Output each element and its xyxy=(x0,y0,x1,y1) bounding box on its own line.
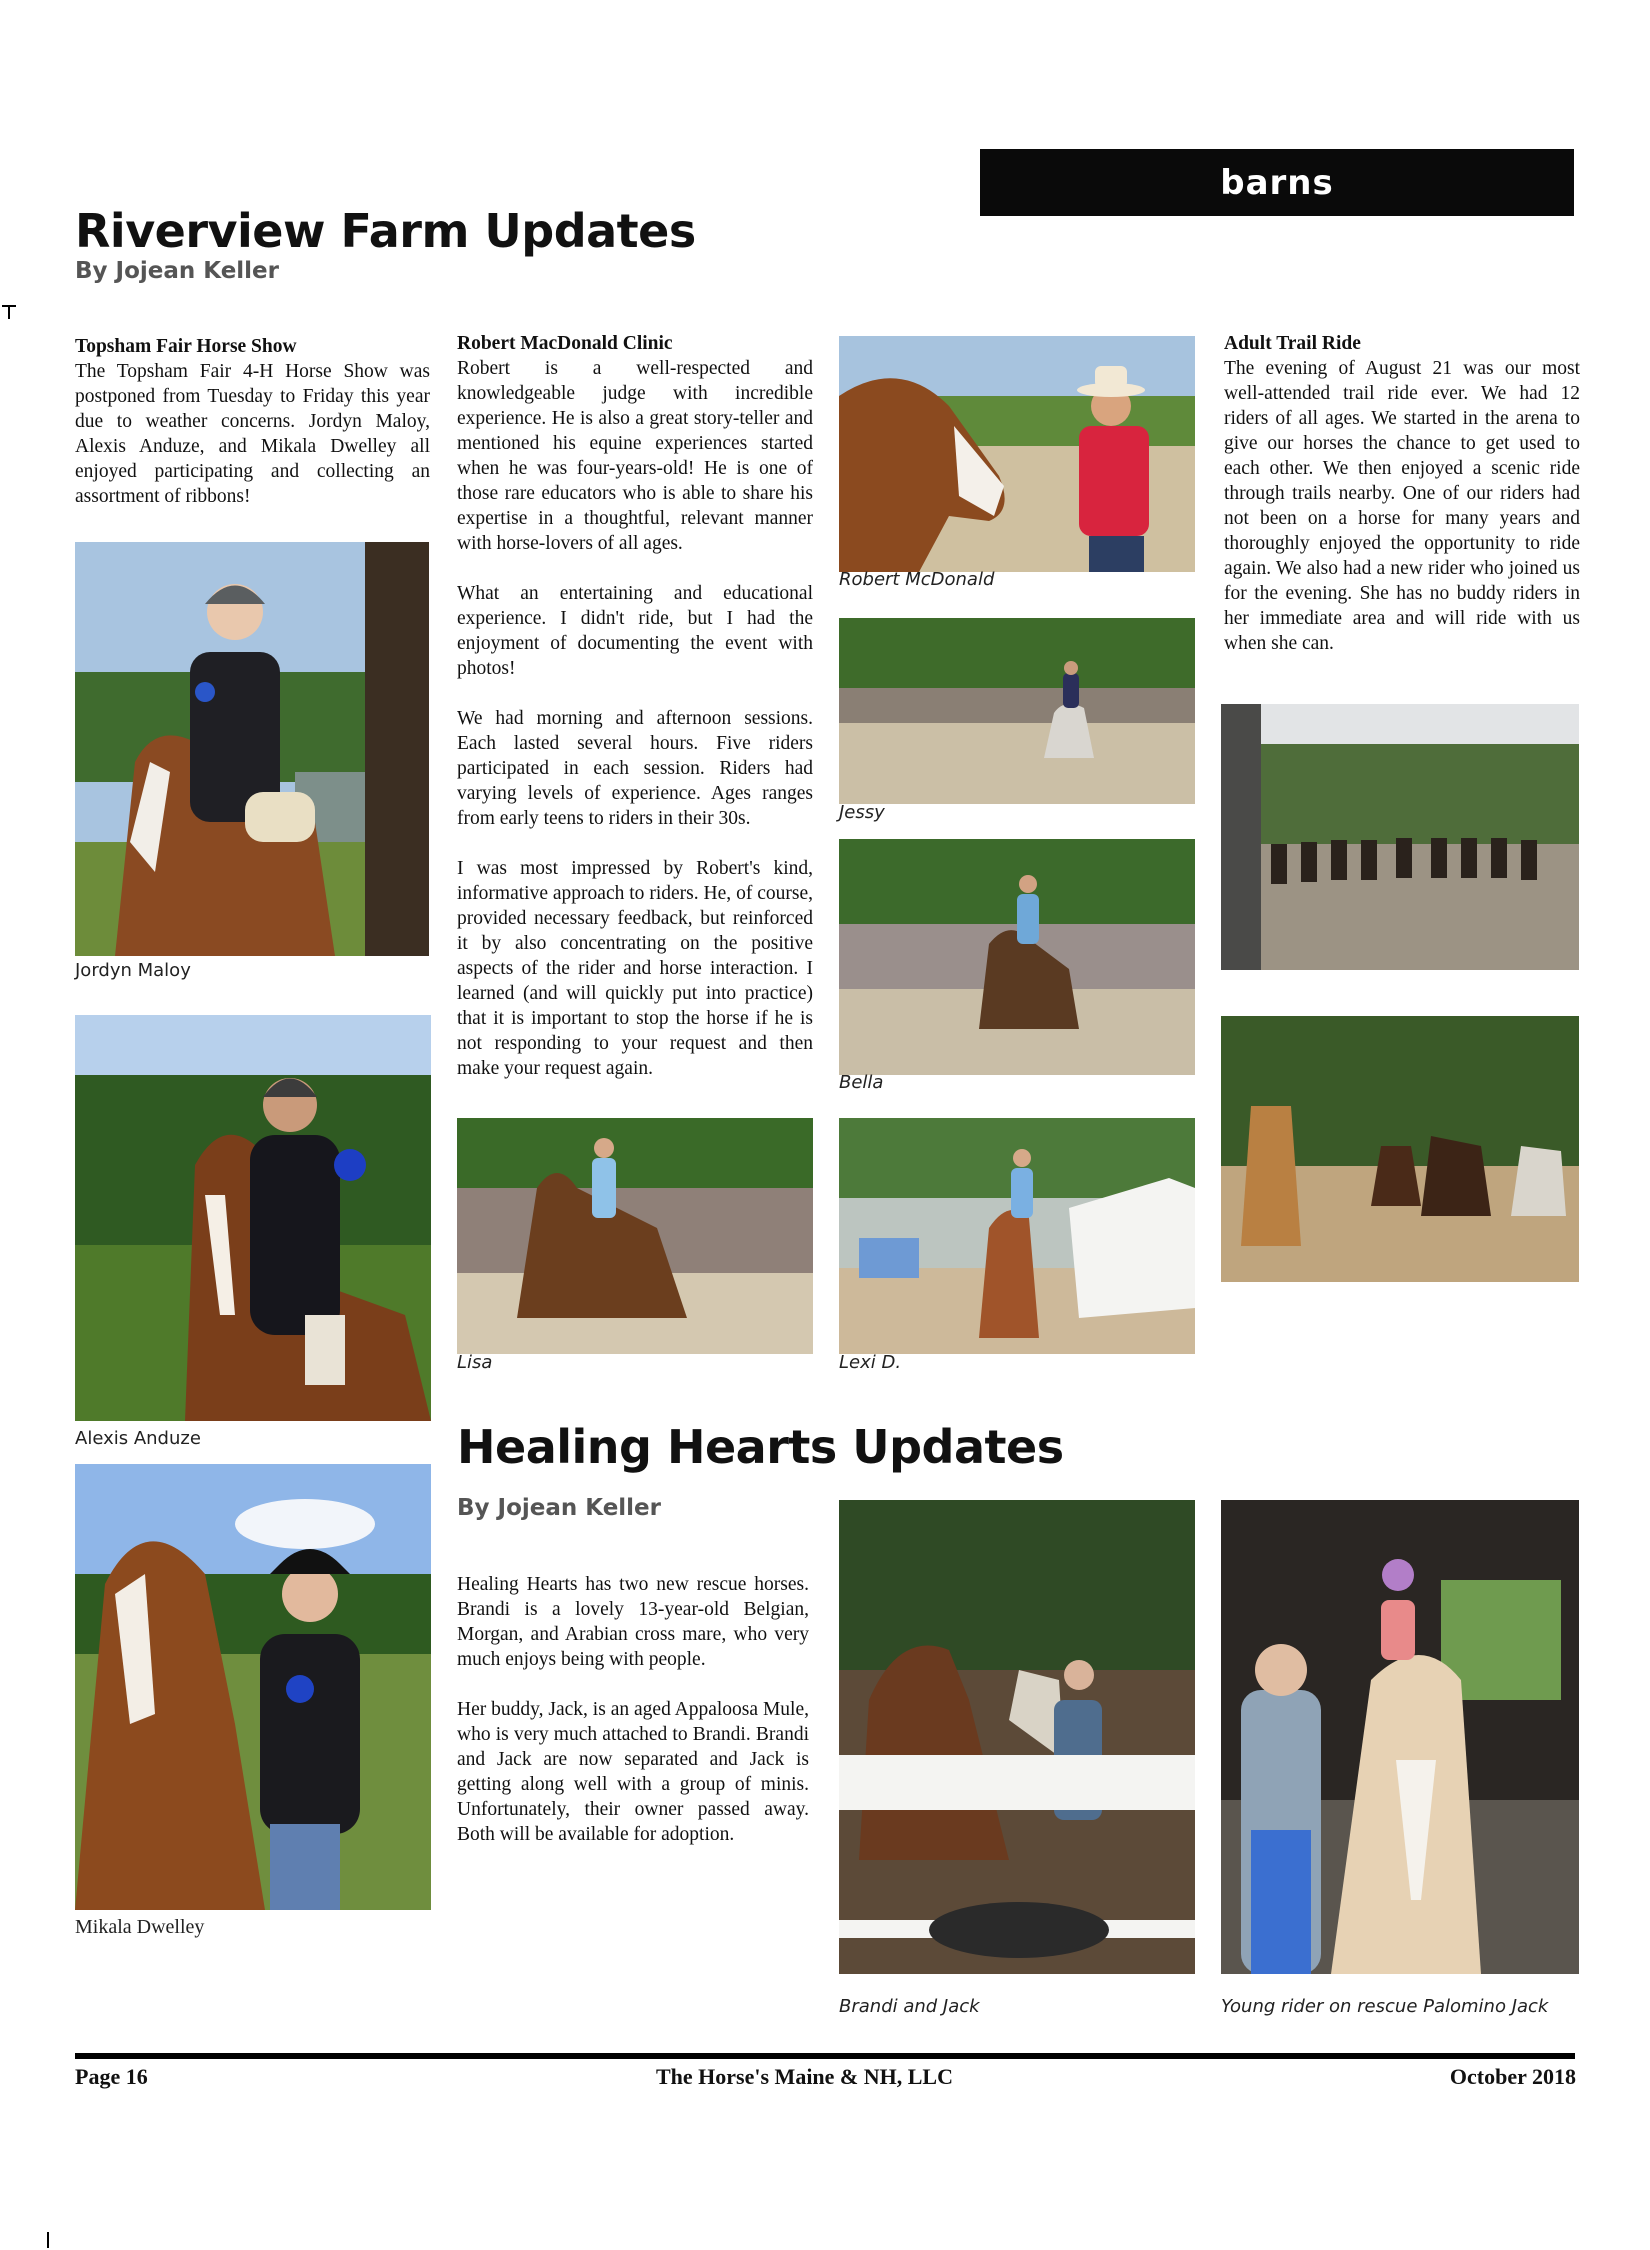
trail-text: The evening of August 21 was our most well-attended trail ride ever. We had 12 riders of all ages. We started in the arena to give our horses the chance to get used to each other. We then enjoyed a scenic ride through trails nearby. One of our riders had not been on a horse for many years and thoroughly enjoyed the opportunity to ride again. We also had a new rider who joined us for the evening. She has no buddy riders in her immediate area and will ride with us when she can. xyxy=(1224,358,1580,654)
photo-jessy xyxy=(839,618,1195,804)
photo-mikala-dwelley xyxy=(75,1464,431,1910)
footer-rule xyxy=(75,2053,1575,2059)
topsham-text: The Topsham Fair 4-H Horse Show was postponed from Tuesday to Friday this year due to weather concerns. Jordyn Maloy, Alexis Anduze, and Mikala Dwelley all enjoyed participating and collecting an assortment of ribbons! xyxy=(75,361,430,507)
article-byline: By Jojean Keller xyxy=(75,258,280,284)
caption-brandi: Brandi and Jack xyxy=(839,1996,980,2017)
photo-bella xyxy=(839,839,1195,1075)
photo-alexis-anduze xyxy=(75,1015,431,1421)
clinic-heading: Robert MacDonald Clinic xyxy=(457,333,673,354)
caption-young-rider: Young rider on rescue Palomino Jack xyxy=(1221,1996,1549,2017)
healing-paragraph-2: Her buddy, Jack, is an aged Appaloosa Mule, who is very much attached to Brandi. Brandi and Jack are now separated and Jack is getting along well with a group of minis. Unfortunately, their owner passed away. Both will be available for adoption. xyxy=(457,1699,809,1845)
section-banner: barns xyxy=(980,149,1574,216)
trail-article xyxy=(1224,331,1580,681)
photo-lisa xyxy=(457,1118,813,1354)
trail-heading: Adult Trail Ride xyxy=(1224,333,1361,354)
photo-jordyn-maloy xyxy=(75,542,429,956)
clinic-paragraph-1: Robert is a well-respected and knowledgeable judge with incredible experience. He is also a great story-teller and mentioned his equine experiences started when he was four-years-old! He is one of those rare educators who is able to share his expertise in a thoughtful, relevant manner with horse-lovers of all ages. xyxy=(457,358,813,554)
crop-mark xyxy=(8,305,10,319)
topsham-heading: Topsham Fair Horse Show xyxy=(75,336,297,357)
caption-jessy: Jessy xyxy=(839,802,885,823)
footer-page-number: Page 16 xyxy=(75,2064,148,2089)
clinic-paragraph-3: We had morning and afternoon sessions. Each lasted several hours. Five riders participated in each session. Riders had varying levels of experience. Ages ranges from early teens to riders in their 30s. xyxy=(457,708,813,829)
caption-jordyn: Jordyn Maloy xyxy=(75,960,191,981)
clinic-article xyxy=(457,331,813,1106)
healing-paragraph-1: Healing Hearts has two new rescue horses. Brandi is a lovely 13-year-old Belgian, Morgan, and Arabian cross mare, who very much enjoys being with people. xyxy=(457,1574,809,1670)
topsham-article xyxy=(75,334,430,534)
caption-robert: Robert McDonald xyxy=(839,569,995,590)
article-byline-healing-hearts: By Jojean Keller xyxy=(457,1495,662,1521)
photo-robert-mcdonald xyxy=(839,336,1195,572)
footer-date: October 2018 xyxy=(1449,2064,1576,2089)
photo-brandi-and-jack xyxy=(839,1500,1195,1974)
photo-lexi xyxy=(839,1118,1195,1354)
healing-article xyxy=(457,1572,809,1872)
photo-young-rider xyxy=(1221,1500,1579,1974)
crop-mark xyxy=(47,2232,49,2248)
caption-bella: Bella xyxy=(839,1072,884,1093)
caption-alexis: Alexis Anduze xyxy=(75,1428,201,1449)
caption-lexi: Lexi D. xyxy=(839,1352,902,1373)
photo-trail-ride-group xyxy=(1221,1016,1579,1282)
article-title-healing-hearts: Healing Hearts Updates xyxy=(457,1420,1064,1474)
clinic-paragraph-4: I was most impressed by Robert's kind, informative approach to riders. He, of course, provided necessary feedback, but reinforced it by also concentrating on the positive aspects of the rider and horse interaction. I learned (and will quickly put into practice) that it is important to stop the horse if he is not responding to your request and then make your request again. xyxy=(457,858,813,1079)
article-title: Riverview Farm Updates xyxy=(75,204,696,258)
clinic-paragraph-2: What an entertaining and educational experience. I didn't ride, but I had the enjoyment of documenting the event with photos! xyxy=(457,583,813,679)
photo-trail-ride-arena xyxy=(1221,704,1579,970)
caption-mikala: Mikala Dwelley xyxy=(75,1916,205,1938)
caption-lisa: Lisa xyxy=(457,1352,493,1373)
footer-publication: The Horse's Maine & NH, LLC xyxy=(656,2064,953,2089)
